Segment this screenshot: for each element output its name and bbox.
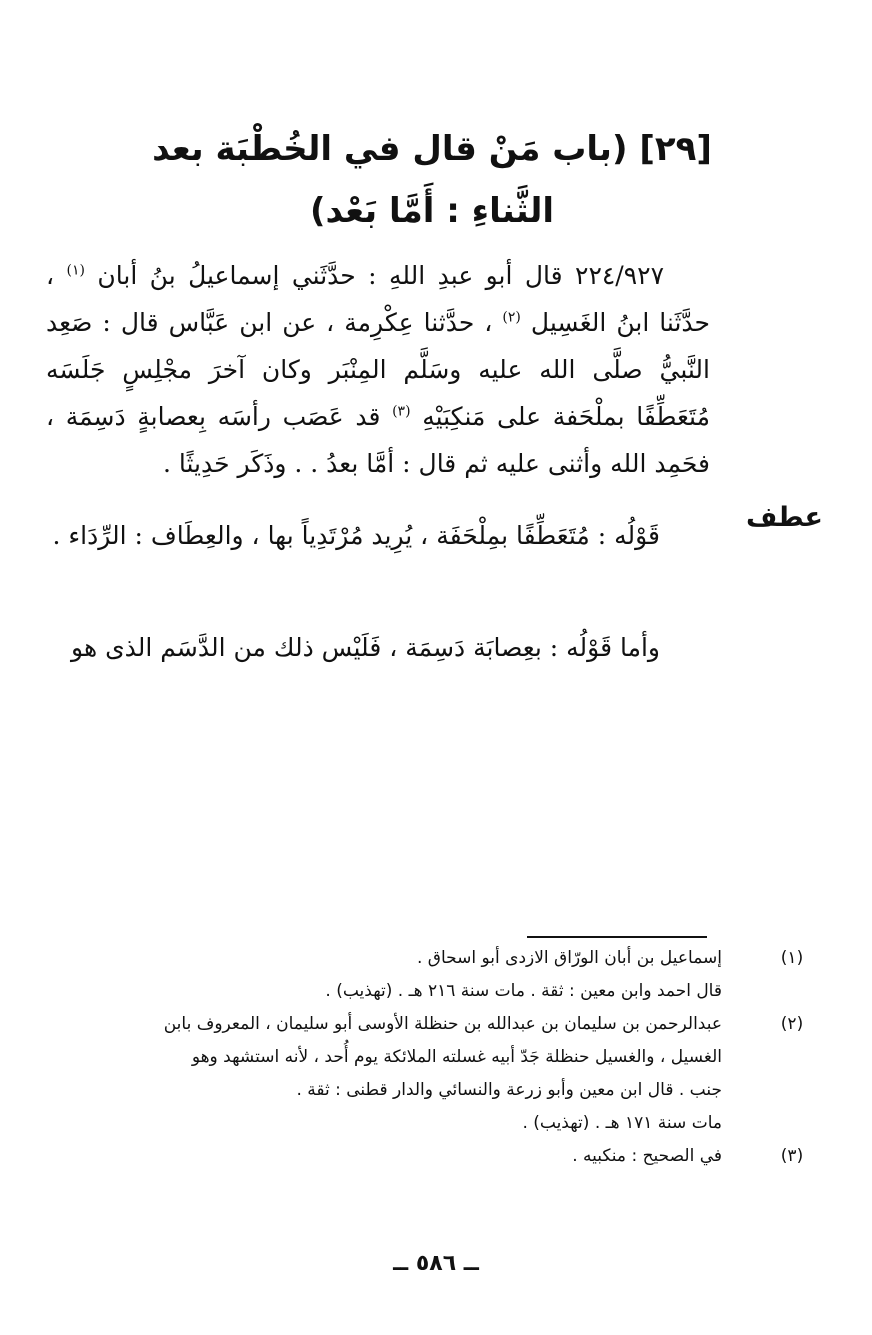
footnote-number: (٣) [780, 1146, 804, 1166]
footnote-line: قال احمد وابن معين : ثقة . مات سنة ٢١٦ هـ . (تهذيب) . [325, 981, 722, 1001]
footnote-number: (٢) [780, 1014, 804, 1034]
footnote-line: جنب . قال ابن معين وأبو زرعة والنسائي والدار قطنى : ثقة . [296, 1080, 722, 1100]
footnote-item [50, 942, 804, 1008]
footnote-line: في الصحيح : منكبيه . [572, 1146, 722, 1166]
footnotes-list [50, 942, 804, 1173]
chapter-title: [٢٩] (باب مَنْ قال في الخُطْبَة بعد الثَّناءِ : أَمَّا بَعْد) [152, 129, 712, 231]
hadith-text [46, 252, 710, 487]
hadith-paragraph [46, 252, 710, 487]
footnote-ref-3: (٣) [392, 403, 411, 420]
hadith-line-2: حدَّثَنا ابنُ الغَسِيل [530, 308, 710, 337]
page-number: ــ ٥٨٦ ــ [393, 1251, 479, 1276]
footnote-line: إسماعيل بن أبان الورّاق الازدى أبو اسحاق . [416, 948, 722, 968]
footnote-ref-1: (١) [66, 262, 85, 279]
hadith-line-2-end: ، حدَّثنا عِكْرِمة ، عن ابن عَبَّاس قال : صَعِد النَّبيُّ صلَّى الله عليه وسَلَّم المِنْبَر وكان آخرَ مجْلِسٍ جَلَسَه مُتَعَطِّفًا بملْحَفة على مَنكِبَيْهِ [46, 308, 710, 431]
footnote-line: مات سنة ١٧١ هـ . (تهذيب) . [522, 1113, 722, 1133]
footnote-line: الغسيل ، والغسيل حنظلة جَدّ أبيه غسلته الملائكة يوم أُحد ، لأنه استشهد وهو [191, 1047, 722, 1067]
footnote-line: عبدالرحمن بن سليمان بن عبدالله بن حنظلة الأوسى أبو سليمان ، المعروف بابن [163, 1014, 722, 1034]
hadith-line-1: ٢٢٤/٩٢٧ قال أبو عبدِ اللهِ : حدَّثَني إسماعيلُ بنُ أبان [97, 261, 665, 290]
gloss-paragraph-2: وأما قَوْلُه : بعِصابَة دَسِمَة ، فَلَيْس ذلك من الدَّسَم الذى هو [71, 633, 660, 662]
gloss-keyword: عطف [746, 502, 823, 533]
footnote-item [50, 1140, 804, 1173]
footnote-item [50, 1008, 804, 1140]
gloss-paragraph-1: قَوْلُه : مُتَعَطِّفًا بمِلْحَفَة ، يُرِيد مُرْتَدِياً بها ، والعِطَاف : الرِّدَاء . [52, 521, 660, 550]
footnote-number: (١) [780, 948, 804, 968]
footnote-divider [527, 936, 707, 938]
hadith-line-1-end: ، [46, 261, 55, 290]
footnote-ref-2: (٢) [502, 309, 521, 326]
hadith-line-3-end: قد عَصَب رأسَه بِعصابةٍ دَسِمَة ، فحَمِد الله وأثنى عليه ثم قال : أمَّا بعدُ . . وذَكَر حَدِيثًا . [46, 402, 710, 478]
